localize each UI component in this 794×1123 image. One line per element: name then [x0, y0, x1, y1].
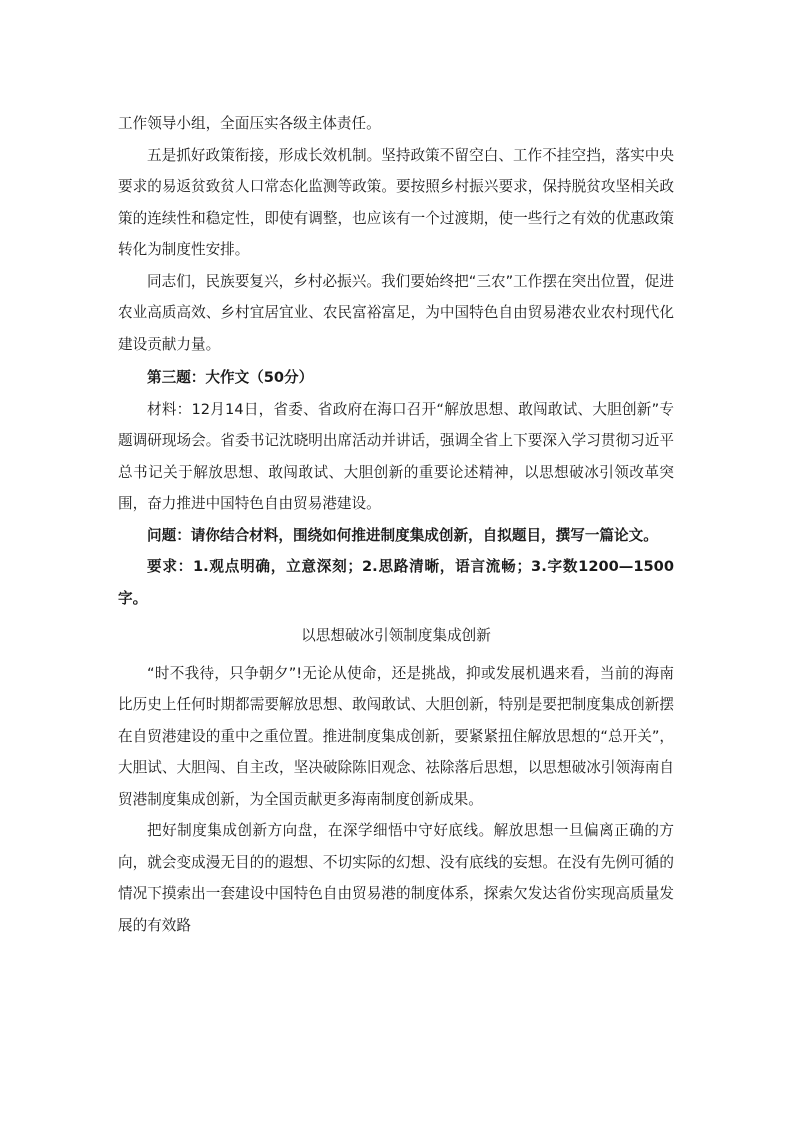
essay-paragraph-direction: 把好制度集成创新方向盘，在深学细悟中守好底线。解放思想一旦偏离正确的方向，就会变成漫无目的的遐想、不切实际的幻想、没有底线的妄想。在没有先例可循的情况下摸索出一套建设中国特色自由贸易港的制度体系，探索欠发达省份实现高质量发展的有效路 [118, 822, 674, 934]
paragraph-policy-connection: 五是抓好政策衔接，形成长效机制。坚持政策不留空白、工作不挂空挡，落实中央要求的易返贫致贫人口常态化监测等政策。要按照乡村振兴要求，保持脱贫攻坚相关政策的连续性和稳定性，即使有调整，也应该有一个过渡期，使一些行之有效的优惠政策转化为制度性安排。 [118, 146, 674, 258]
paragraph-continuation: 工作领导小组，全面压实各级主体责任。 [118, 115, 381, 132]
requirements-paragraph: 要求：1.观点明确，立意深刻；2.思路清晰，语言流畅；3.字数1200—1500字。 [118, 558, 674, 607]
material-paragraph: 材料：12月14日，省委、省政府在海口召开“解放思想、敢闯敢试、大胆创新”专题调研现场会。省委书记沈晓明出席活动并讲话，强调全省上下要深入学习贯彻习近平总书记关于解放思想、敢闯敢试、大胆创新的重要论述精神，以思想破冰引领改革突围，奋力推进中国特色自由贸易港建设。 [118, 400, 674, 512]
essay-title: 以思想破冰引领制度集成创新 [301, 627, 491, 644]
question-three-heading: 第三题：大作文（50分） [147, 369, 314, 386]
essay-paragraph-intro: “时不我待，只争朝夕”!无论从使命，还是挑战，抑或发展机遇来看，当前的海南比历史上任何时期都需要解放思想、敢闯敢试、大胆创新，特别是要把制度集成创新摆在自贸港建设的重中之重位置。推进制度集成创新，要紧紧扭住解放思想的“总开关”，大胆试、大胆闯、自主改，坚决破除陈旧观念、祛除落后思想，以思想破冰引领海南自贸港制度集成创新，为全国贡献更多海南制度创新成果。 [118, 664, 674, 808]
question-paragraph: 问题：请你结合材料，围绕如何推进制度集成创新，自拟题目，撰写一篇论文。 [147, 526, 658, 544]
document-body [118, 108, 674, 941]
paragraph-closing-remarks: 同志们，民族要复兴，乡村必振兴。我们要始终把“三农”工作摆在突出位置，促进农业高质高效、乡村宜居宜业、农民富裕富足，为中国特色自由贸易港农业农村现代化建设贡献力量。 [118, 272, 674, 353]
